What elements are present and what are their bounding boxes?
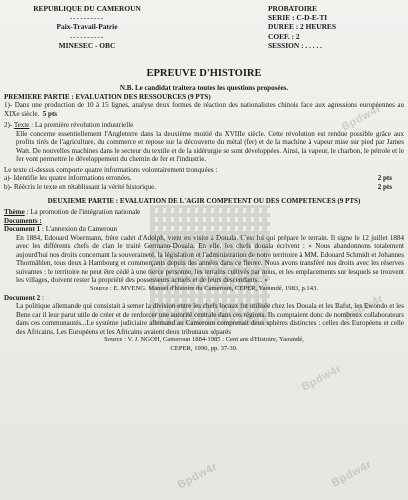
divider: ---------- xyxy=(69,13,105,23)
divider: ---------- xyxy=(69,31,105,41)
ministry: MINESEC - OBC xyxy=(58,40,116,50)
theme-text: : La promotion de l'intégration nationale xyxy=(24,208,141,217)
theme-label: Thème xyxy=(4,208,25,217)
question-2-heading xyxy=(4,121,404,130)
question-1 xyxy=(4,101,404,118)
document-1-heading xyxy=(4,225,404,234)
watermark: Bpdw4r xyxy=(175,460,220,492)
part2-heading: DEUXIEME PARTIE : EVALUATION DE L'AGIR COMPETENT OU DES COMPETENCES (9 PTS) xyxy=(47,196,361,205)
question-a-points: 2 pts xyxy=(377,174,392,183)
texte-title: : La première révolution industrielle xyxy=(29,121,134,130)
exam-serie: SERIE : C-D-E-TI xyxy=(268,13,328,23)
question-a-text: a)- Identifie les quatre informations erronées. xyxy=(4,174,132,183)
document-1-text: En 1884, Edouard Woermann, frère cadet d'Adolph, vient en visite à Douala. C'est lui qui prépare le terrain. Il signe le 12 juillet 1884 avec les différents chefs de clan le traité Germano-Douala. En elle, les chefs douala écrivent : « Nous abandonnons totalement aujourd'hui nos droits concernant la souveraineté, la législation et l'administration de notre territoire à MM. Edouard Schmidt et Johannes Thormählen, tous deux à Hambourg et commerçants depuis des années dans ce fleuve. Nous avons transféré nos droits avec les réserves suivantes : le territoire ne peut être cédé à une tierce personne, les terrains cultivés par nous, et les emplacements sur lesquels se trouvent les villages, doivent rester la propriété des possesseurs actuels et de leurs descendants... » xyxy=(16,233,404,285)
document-2-label: Document 2 xyxy=(4,293,41,302)
page-title: EPREUVE D'HISTOIRE xyxy=(146,68,262,79)
question-b xyxy=(4,183,404,192)
question-2-label: 2)- xyxy=(4,121,13,130)
document-2-heading xyxy=(4,294,404,303)
exam-coef: COEF. : 2 xyxy=(268,31,300,41)
document-1-title: : L'annexion du Cameroun xyxy=(40,225,118,234)
exam-duration: DUREE : 2 HEURES xyxy=(268,22,336,32)
part1-heading: PREMIERE PARTIE : EVALUATION DES RESSOURCES (9 PTS) xyxy=(4,92,211,101)
watermark: Bpdw4r xyxy=(299,362,344,394)
header-right xyxy=(268,4,403,50)
question-b-text: b)- Réécris le texte en rétablissant la vérité historique. xyxy=(4,183,157,192)
documents-heading: Documents : xyxy=(4,216,42,225)
watermark: Bpdw4r xyxy=(329,458,374,490)
question-1-text: 1)- Dans une production de 10 à 15 lignes, analyse deux formes de réaction des nationalistes chinois face aux agressions européennes au XIXe siècle. xyxy=(4,101,404,118)
exam-session: SESSION : . . . . . xyxy=(268,40,323,50)
document-2-title: : xyxy=(40,293,44,302)
document-1-source: Source : E. MVENG. Manuel d'histoire du Cameroun, CEPER, Yaoundé, 1983, p.143. xyxy=(90,285,318,293)
theme xyxy=(4,208,404,217)
exam-name: PROBATOIRE xyxy=(268,4,318,13)
watermark: Bpdw4r xyxy=(341,292,386,324)
exam-body xyxy=(4,84,404,353)
watermark: Bpdw4r xyxy=(339,102,384,134)
text-passage: Elle concerne essentiellement l'Angleterre dans la deuxième moitié du XVIIIe siècle. Cette révolution est rendue possible grâce aux profits tirés de l'agriculture, du commerce et repose sur la découverte du métal (fer) et de la machine à vapeur mise sur pied par James Watt. De nouvelles machines dans le secteur du textile et de la sidérurgie se sont développées. Ainsi, la vapeur, le charbon, le pétrole et le fer vont permettre le développement du chemin de fer et l'industrie. xyxy=(16,129,404,164)
header-left xyxy=(12,4,162,50)
country-name: REPUBLIQUE DU CAMEROUN xyxy=(33,4,141,13)
question-b-points: 2 pts xyxy=(377,183,392,192)
document-2-source: Source : V. J. NGOH, Cameroun 1884-1985 : Cent ans d'Histoire, Yaoundé, xyxy=(104,336,304,344)
question-a xyxy=(4,174,404,183)
nb-note: N.B. Le candidat traitera toutes les questions proposées. xyxy=(119,84,289,92)
document-2-source-cont: CEPER, 1990, pp. 37-39. xyxy=(170,344,238,352)
question-1-points: 5 pts xyxy=(42,109,58,118)
motto: Paix-Travail-Patrie xyxy=(56,22,118,32)
texte-label: Texte xyxy=(13,121,30,130)
document-1-label: Document 1 xyxy=(4,225,41,234)
instructions: Le texte ci-dessus comporte quatre informations volontairement tronquées : xyxy=(4,165,218,174)
document-2-text: La politique allemande qui consistait à semer la division entre les chefs locaux fut utilisée chez les Douala et les Bafut, les Ewondo et les Bene car il leur parut utile de créer et de renforcer une autorité centrale dans ces régions. Ils comptaient donc de nombreux collaborateurs dans ces communautés...Le système judiciaire allemand au Cameroun comprenait deux sphères distinctes : celles des Européens et celle des Africains. Les Européens et les Africains avaient deux tribunaux séparés xyxy=(16,302,404,336)
